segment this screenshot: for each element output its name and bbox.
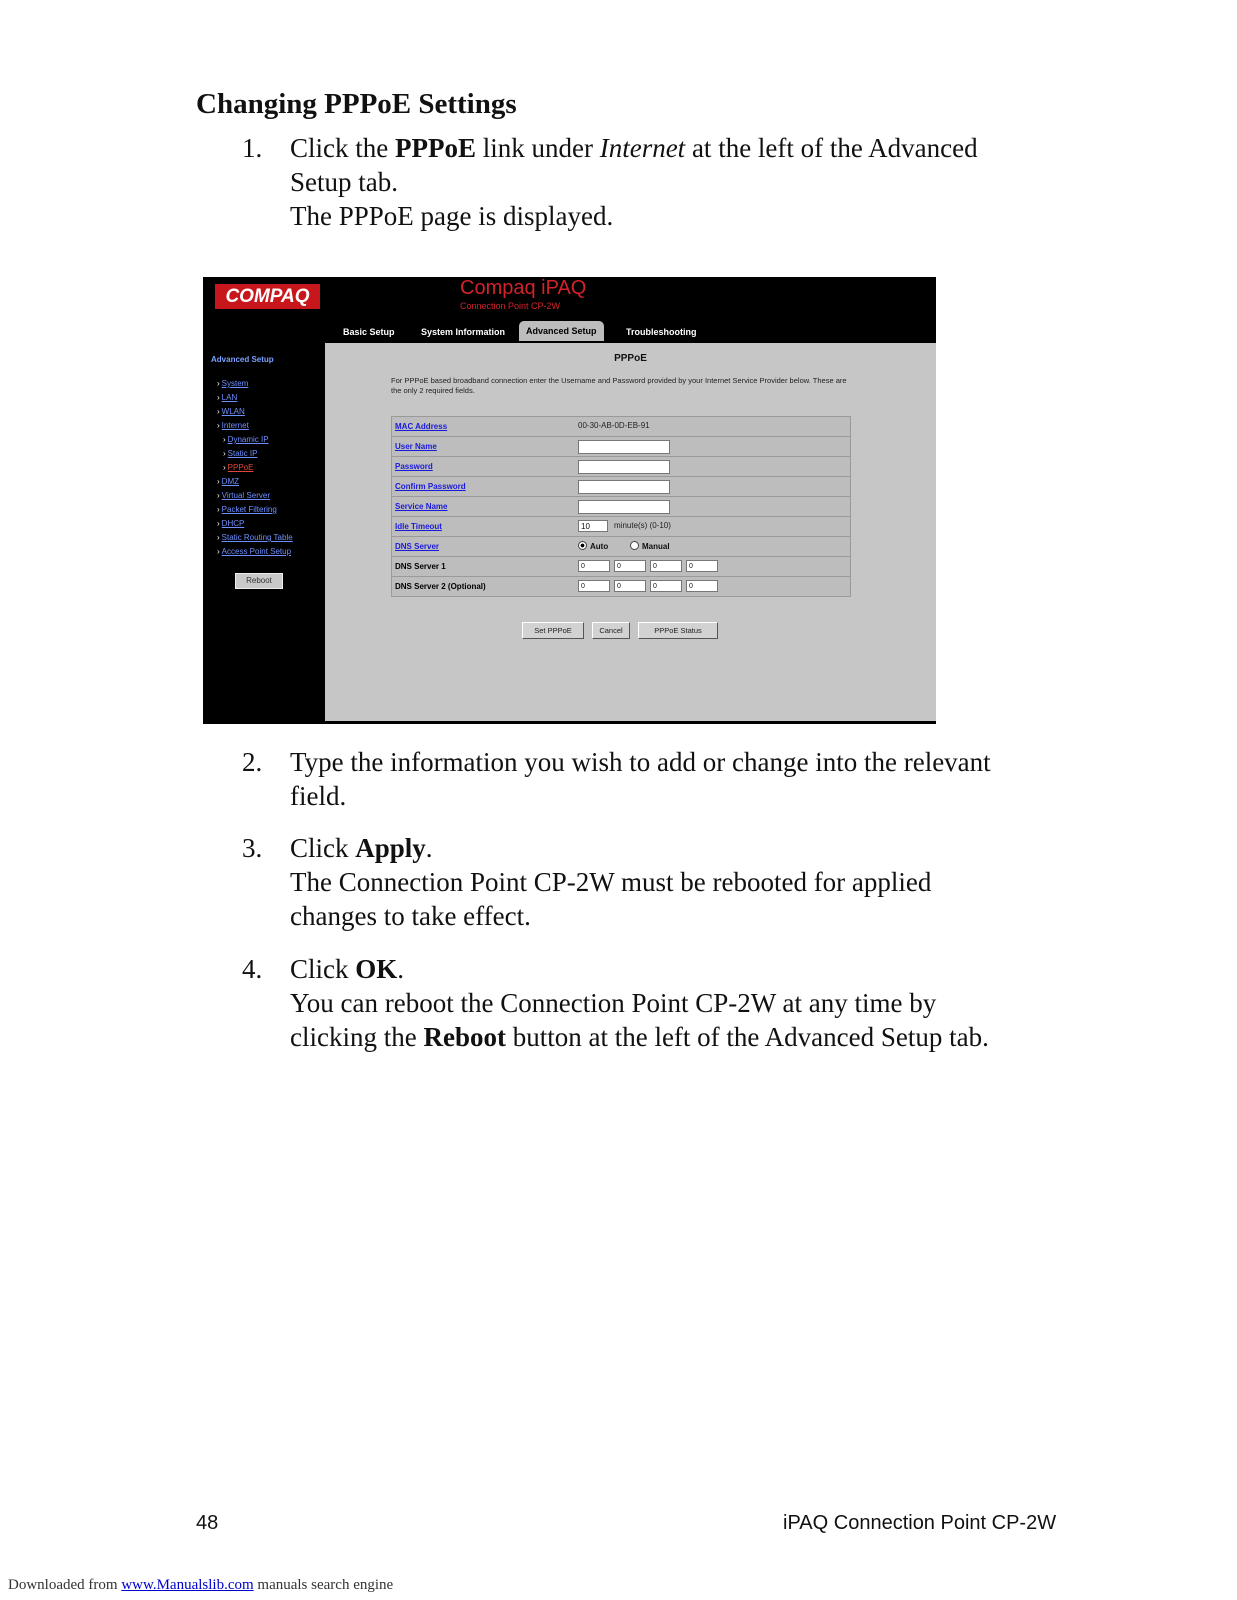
nav-access-point-setup[interactable]: › Access Point Setup [217, 547, 291, 556]
radio-selected-icon [578, 541, 587, 550]
step-text: Click the PPPoE link under Internet at the left of the Advanced Setup tab. The PPPoE page is displayed. [290, 133, 978, 231]
form-row [392, 537, 850, 557]
nav-virtual-server[interactable]: › Virtual Server [217, 491, 270, 500]
tab-troubleshooting[interactable]: Troubleshooting [626, 327, 697, 337]
nav-dynamic-ip[interactable]: › Dynamic IP [223, 435, 269, 444]
dns1-octet-3[interactable]: 0 [650, 560, 682, 572]
pppoe-form [391, 416, 851, 597]
sidebar [203, 343, 325, 724]
form-row [392, 497, 850, 517]
pppoe-screenshot [203, 277, 936, 724]
radio-empty-icon [630, 541, 639, 550]
dns2-octet-1[interactable]: 0 [578, 580, 610, 592]
section-heading: Changing PPPoE Settings [196, 88, 517, 120]
panel-intro: For PPPoE based broadband connection enter the Username and Password provided by your Internet Service Provider below. These are the only 2 required fields. [391, 376, 847, 395]
set-pppoe-button[interactable]: Set PPPoE [522, 622, 584, 639]
dns-server-1-label: DNS Server 1 [395, 562, 446, 571]
download-note: Downloaded from www.Manualslib.com manuals search engine [8, 1577, 394, 1593]
idle-timeout-unit: minute(s) (0-10) [614, 521, 671, 530]
sidebar-title: Advanced Setup [211, 355, 274, 364]
form-row [392, 577, 850, 596]
dns1-octet-4[interactable]: 0 [686, 560, 718, 572]
step-number: 4. [242, 954, 263, 984]
password-input[interactable] [578, 460, 670, 474]
dns-server-2-label: DNS Server 2 (Optional) [395, 582, 486, 591]
form-row [392, 437, 850, 457]
running-footer: iPAQ Connection Point CP-2W [783, 1512, 1057, 1534]
nav-dmz[interactable]: › DMZ [217, 477, 239, 486]
form-row [392, 557, 850, 577]
tab-system-information[interactable]: System Information [421, 327, 506, 337]
confirm-password-input[interactable] [578, 480, 670, 494]
dns-auto-radio[interactable]: Auto [578, 541, 608, 551]
pppoe-status-button[interactable]: PPPoE Status [638, 622, 718, 639]
step-number: 2. [242, 747, 263, 777]
nav-packet-filtering[interactable]: › Packet Filtering [217, 505, 277, 514]
nav-dhcp[interactable]: › DHCP [217, 519, 244, 528]
confirm-password-label[interactable]: Confirm Password [395, 482, 466, 491]
dns1-octet-2[interactable]: 0 [614, 560, 646, 572]
form-row [392, 417, 850, 437]
compaq-logo: COMPAQ [215, 284, 320, 309]
dns2-octet-2[interactable]: 0 [614, 580, 646, 592]
nav-wlan[interactable]: › WLAN [217, 407, 245, 416]
step-number: 1. [242, 133, 263, 163]
user-name-label[interactable]: User Name [395, 442, 437, 451]
tab-advanced-setup[interactable]: Advanced Setup [519, 321, 604, 341]
nav-internet[interactable]: › Internet [217, 421, 249, 430]
tab-basic-setup[interactable]: Basic Setup [343, 327, 395, 337]
dns-server-label[interactable]: DNS Server [395, 542, 440, 551]
step-number: 3. [242, 833, 263, 863]
dns-manual-radio[interactable]: Manual [630, 541, 670, 551]
nav-system[interactable]: › System [217, 379, 248, 388]
service-name-input[interactable] [578, 500, 670, 514]
pppoe-panel [325, 343, 936, 721]
nav-lan[interactable]: › LAN [217, 393, 237, 402]
mac-address-value: 00-30-AB-0D-EB-91 [578, 421, 650, 430]
reboot-button[interactable]: Reboot [235, 573, 283, 589]
idle-timeout-input[interactable]: 10 [578, 520, 608, 532]
dns2-octet-3[interactable]: 0 [650, 580, 682, 592]
form-row [392, 477, 850, 497]
step-text: Type the information you wish to add or change into the relevant field. [290, 747, 991, 811]
step-text: Click Apply. The Connection Point CP-2W must be rebooted for applied changes to take effect. [290, 833, 932, 931]
service-name-label[interactable]: Service Name [395, 502, 448, 511]
cancel-button[interactable]: Cancel [592, 622, 630, 639]
step-text: Click OK. You can reboot the Connection Point CP-2W at any time by clicking the Reboot button at the left of the Advanced Setup tab. [290, 954, 989, 1052]
dns2-octet-4[interactable]: 0 [686, 580, 718, 592]
mac-address-label[interactable]: MAC Address [395, 422, 448, 431]
password-label[interactable]: Password [395, 462, 433, 471]
form-row [392, 457, 850, 477]
brand-subtitle: Connection Point CP-2W [460, 301, 561, 311]
user-name-input[interactable] [578, 440, 670, 454]
manualslib-link[interactable]: www.Manualslib.com [121, 1577, 254, 1593]
panel-title: PPPoE [614, 353, 647, 364]
nav-static-routing-table[interactable]: › Static Routing Table [217, 533, 293, 542]
form-row [392, 517, 850, 537]
nav-static-ip[interactable]: › Static IP [223, 449, 257, 458]
dns1-octet-1[interactable]: 0 [578, 560, 610, 572]
idle-timeout-label[interactable]: Idle Timeout [395, 522, 442, 531]
page-number: 48 [196, 1512, 219, 1534]
nav-pppoe[interactable]: › PPPoE [223, 463, 253, 472]
brand-title: Compaq iPAQ [460, 277, 587, 299]
